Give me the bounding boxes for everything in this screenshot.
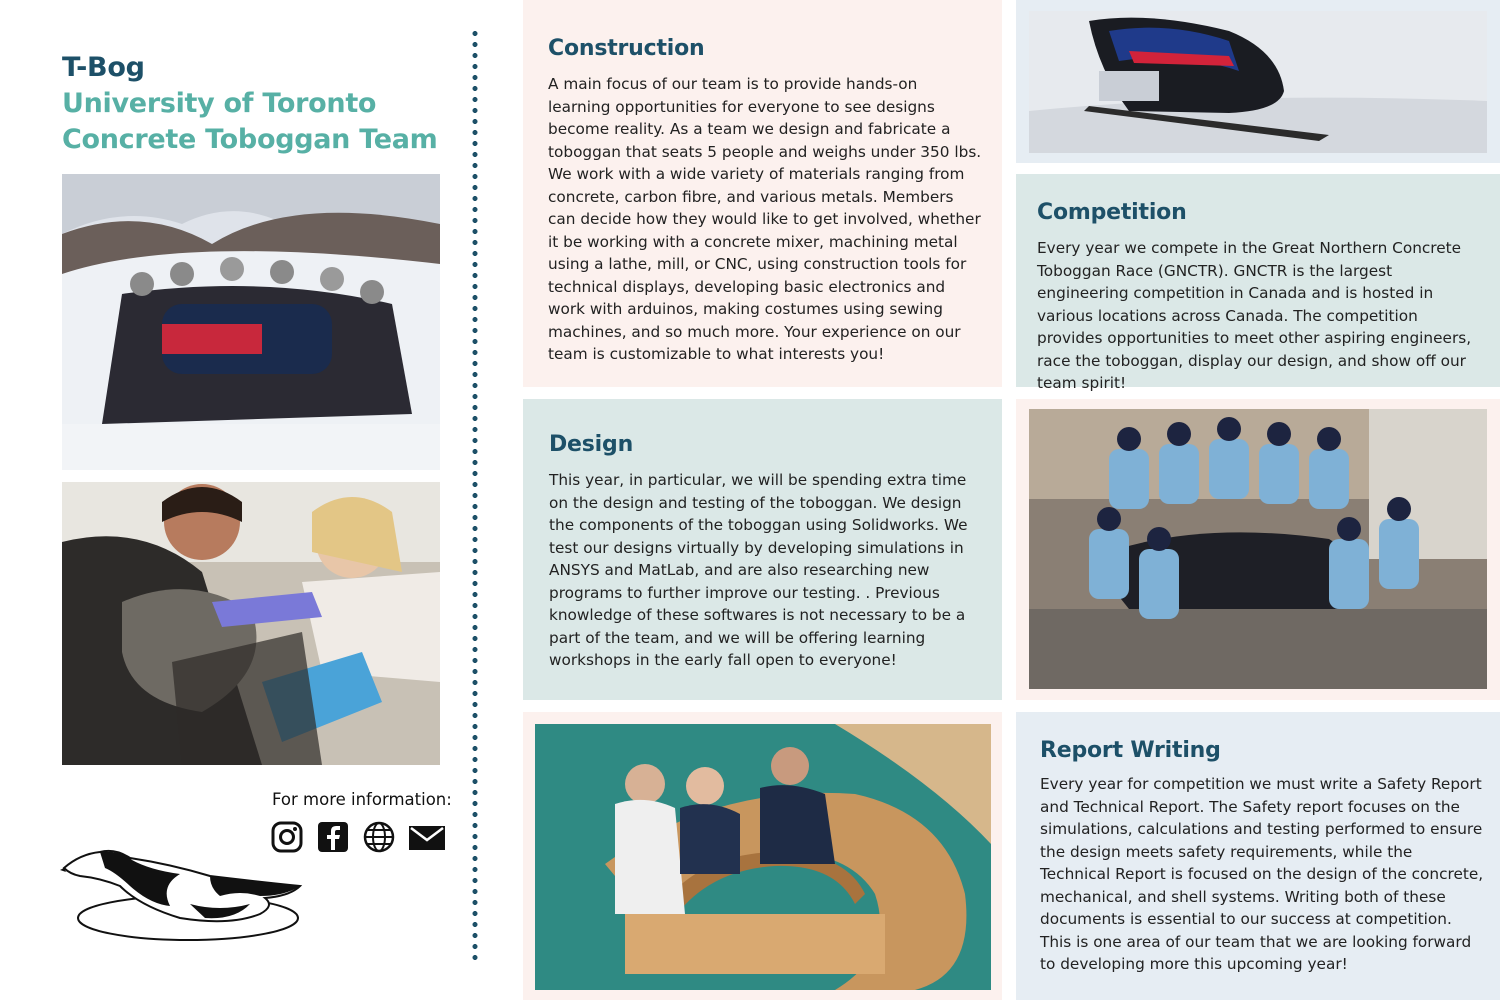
competition-photo-panel [1016,399,1500,700]
construction-panel [523,0,1002,387]
team-short-name: T-Bog [62,52,145,83]
team-snow-photo [62,174,440,470]
toboggan-mold-panel [523,712,1002,1000]
concrete-mixing-photo [62,482,440,765]
competition-panel [1016,174,1500,392]
globe-icon[interactable] [362,820,396,854]
report-writing-body: Every year for competition we must write a Safety Report and Technical Report. The Safety report focuses on the simulations, calculations and testing performed to ensure the design meets safety requirements, while the Technical Report is focused on the design of the concrete, mechanical, and shell systems. Writing both of these documents is essential to our success at competition. This is one area of our team that we are looking forward to developing more this upcoming year! [1040,775,1484,973]
facebook-icon[interactable] [316,820,350,854]
construction-heading: Construction [548,36,705,61]
design-heading: Design [549,432,634,457]
competition-team-photo [1029,409,1487,689]
penguin-logo [60,846,312,944]
report-writing-panel [1016,712,1500,1000]
more-info-label: For more information: [272,790,452,809]
report-writing-heading: Report Writing [1040,738,1221,763]
competition-heading: Competition [1037,200,1187,225]
design-body: This year, in particular, we will be spending extra time on the design and testing of the toboggan. We design the components of the toboggan using Solidworks. We test our designs virtually by developing simulations in ANSYS and MatLab, and are also researching new programs to further improve our testing. . Previous knowledge of these softwares is not necessary to be a part of the team, and we will be offering learning workshops in the early fall open to everyone! [549,471,968,669]
team-full-name: Concrete Toboggan Team [62,124,438,155]
construction-body: A main focus of our team is to provide hands-on learning opportunities for everyone to see designs become reality. As a team we design and fabricate a toboggan that seats 5 people and weighs under 350 lbs. We work with a wide variety of materials ranging from concrete, carbon fibre, and various metals. Members can decide how they would like to get involved, whether it be working with a concrete mixer, machining metal using a lathe, mill, or CNC, using construction tools for technical displays, developing basic electronics and work with arduinos, making costumes using sewing machines, and so much more. Your experience on our team is customizable to what interests you! [548,75,982,363]
toboggan-mold-photo [535,724,991,990]
university-name: University of Toronto [62,88,377,119]
page-title [62,50,438,158]
toboggan-snow-photo [1029,11,1487,153]
toboggan-snow-panel [1016,0,1500,163]
mail-icon[interactable] [408,820,442,854]
competition-body: Every year we compete in the Great Northern Concrete Toboggan Race (GNCTR). GNCTR is the largest engineering competition in Canada and is hosted in various locations across Canada. The competition provides opportunities to meet other aspiring engineers, race the toboggan, display our design, and show off our team spirit! [1037,239,1472,392]
dotted-divider [472,28,478,960]
design-panel [523,399,1002,700]
